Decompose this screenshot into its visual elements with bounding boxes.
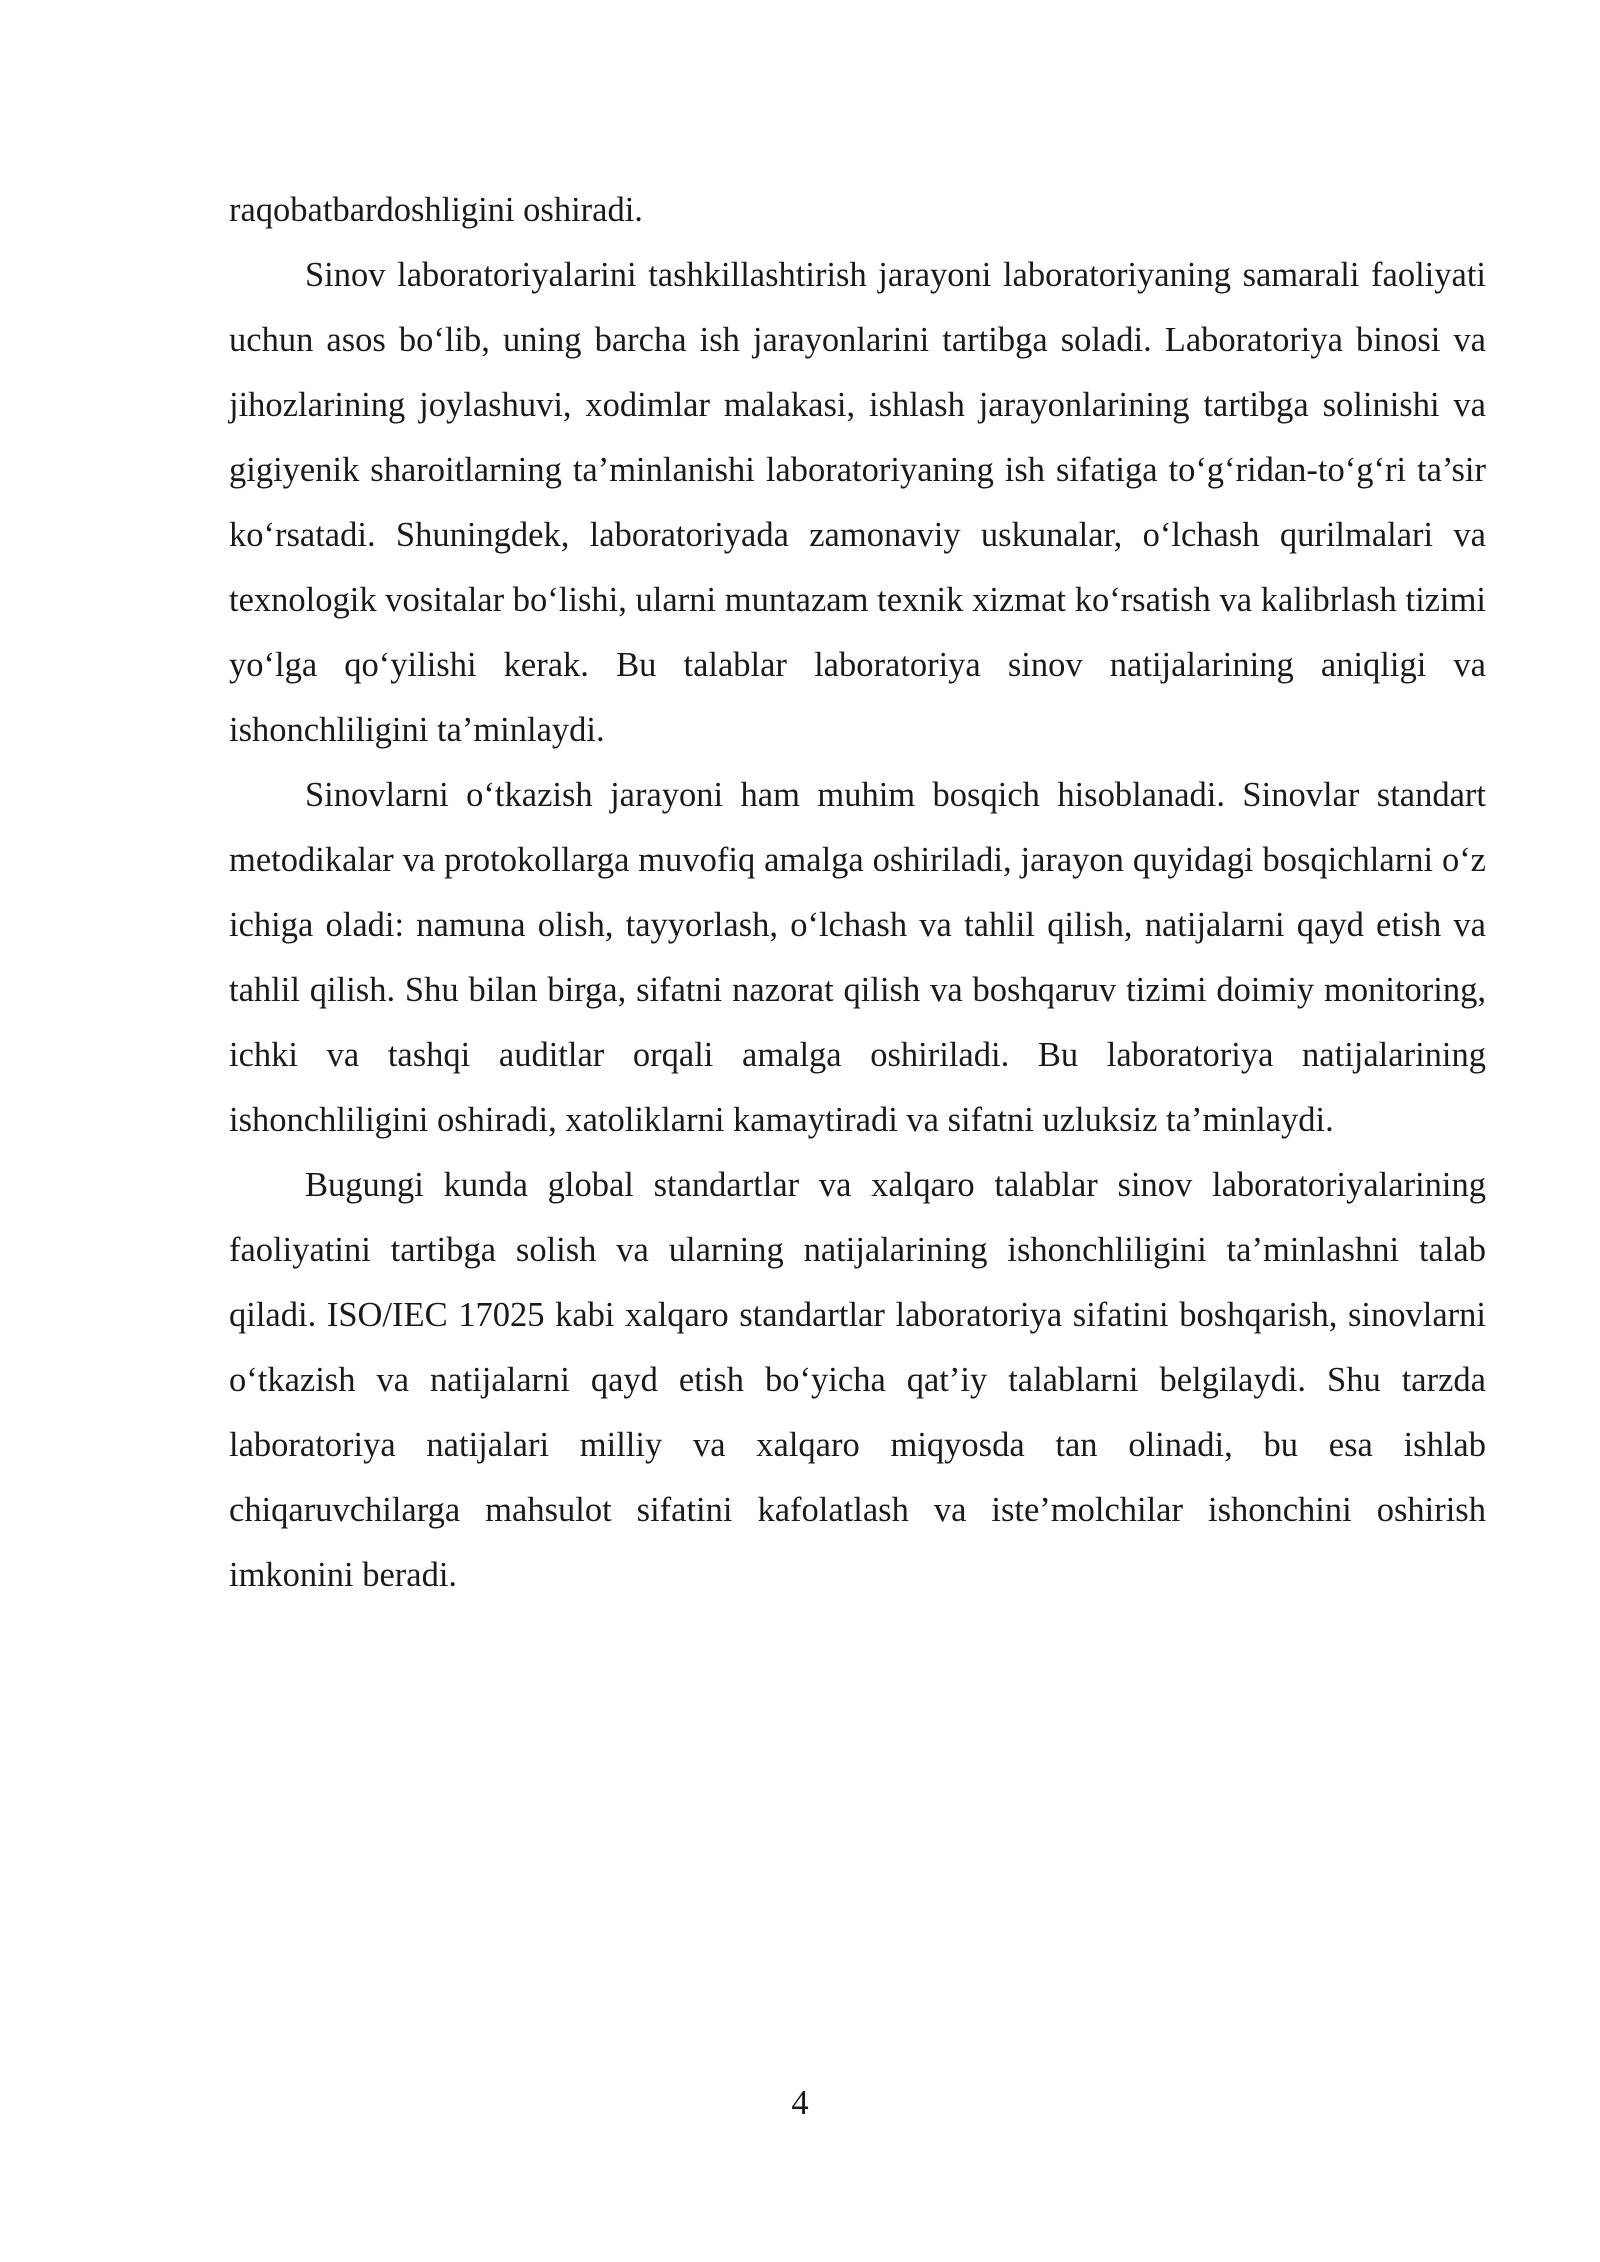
paragraph-testing-process: Sinovlarni o‘tkazish jarayoni ham muhim bosqich hisoblanadi. Sinovlar standart metodikalar va protokollarga muvofiq amalga oshiriladi, jarayon quyidagi bosqichlarni o‘z ichiga oladi: namuna olish, tayyorlash, o‘lchash va tahlil qilish, natijalarni qayd etish va tahlil qilish. Shu bilan birga, sifatni nazorat qilish va boshqaruv tizimi doimiy monitoring, ichki va tashqi auditlar orqali amalga oshiriladi. Bu laboratoriya natijalarining ishonchliligini oshiradi, xatoliklarni kamaytiradi va sifatni uzluksiz ta’minlaydi. bbox=[229, 776, 1486, 1139]
body-text bbox=[229, 178, 1486, 1608]
page-number: 4 bbox=[791, 2084, 809, 2122]
paragraph-lab-organization: Sinov laboratoriyalarini tashkillashtirish jarayoni laboratoriyaning samarali faoliyati uchun asos bo‘lib, uning barcha ish jarayonlarini tartibga soladi. Laboratoriya binosi va jihozlarining joylashuvi, xodimlar malakasi, ishlash jarayonlarining tartibga solinishi va gigiyenik sharoitlarning ta’minlanishi laboratoriyaning ish sifatiga to‘g‘ridan-to‘g‘ri ta’sir ko‘rsatadi. Shuningdek, laboratoriyada zamonaviy uskunalar, o‘lchash qurilmalari va texnologik vositalar bo‘lishi, ularni muntazam texnik xizmat ko‘rsatish va kalibrlash tizimi yo‘lga qo‘yilishi kerak. Bu talablar laboratoriya sinov natijalarining aniqligi va ishonchliligini ta’minlaydi. bbox=[229, 256, 1486, 749]
paragraph-continuation: raqobatbardoshligini oshiradi. bbox=[229, 191, 643, 229]
paragraph-global-standards: Bugungi kunda global standartlar va xalqaro talablar sinov laboratoriyalarining faoliyatini tartibga solish va ularning natijalarining ishonchliligini ta’minlashni talab qiladi. ISO/IEC 17025 kabi xalqaro standartlar laboratoriya sifatini boshqarish, sinovlarni o‘tkazish va natijalarni qayd etish bo‘yicha qat’iy talablarni belgilaydi. Shu tarzda laboratoriya natijalari milliy va xalqaro miqyosda tan olinadi, bu esa ishlab chiqaruvchilarga mahsulot sifatini kafolatlash va iste’molchilar ishonchini oshirish imkonini beradi. bbox=[229, 1166, 1486, 1594]
